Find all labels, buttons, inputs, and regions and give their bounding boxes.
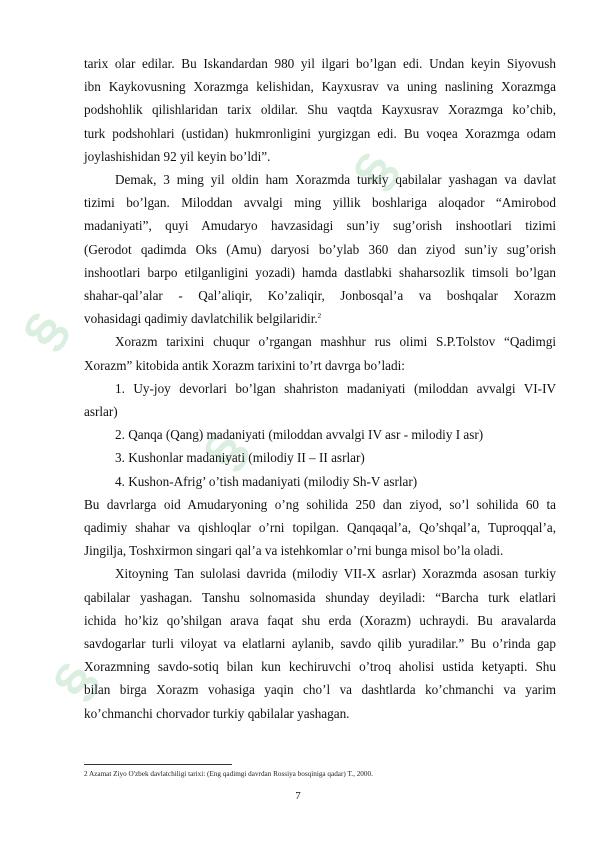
watermark-logo: § [341, 142, 409, 200]
text-line: ibn Kaykovusning Xorazmga kelishidan, Kayxusrav va uning naslining Xorazmga [84, 79, 556, 95]
text-line: ko’chmanchi chorvador turkiy qabilalar yashagan. [84, 705, 350, 721]
text-line: 1. Uy-joy devorlari bo’lgan shahriston madaniyati (miloddan avvalgi VI-IV [115, 380, 556, 396]
body-text [84, 52, 556, 725]
list-item [84, 446, 556, 469]
text-line: 3. Kushonlar madaniyati (milodiy II – II asrlar) [115, 450, 365, 466]
text-line: Xorazm tarixini chuqur o’rgangan mashhur rus olimi S.P.Tolstov “Qadimgi [115, 334, 556, 350]
text-line: asrlar) [84, 404, 118, 420]
paragraph-quote-end [84, 52, 556, 168]
footnote-ref: 2 [317, 312, 322, 321]
text-line: shahar-qal’alar - Qal’aliqir, Ko’zaliqir, Jonbosqal’a va boshqalar Xorazm [84, 288, 556, 304]
footnote-divider [84, 764, 232, 765]
text-line: Jingilja, Toshxirmon singari qal’a va istehkomlar o’rni bunga misol bo’la oladi. [84, 543, 504, 559]
page-number: 7 [295, 790, 301, 802]
text-line: tizimi bo’lgan. Miloddan avvalgi ming yillik boshlariga aloqador “Amirobod [84, 195, 556, 211]
list-item [84, 423, 556, 446]
text-line: madaniyati”, quyi Amudaryo havzasidagi sun’iy sug’orish inshootlari tizimi [84, 218, 556, 234]
text-line: joylashishidan 92 yil keyin bo’ldi”. [84, 148, 271, 164]
text-line: Demak, 3 ming yil oldin ham Xorazmda turkiy qabilalar yashagan va davlat [115, 172, 556, 188]
watermark-logo: § [41, 652, 109, 710]
list-item [84, 470, 556, 493]
text-line: qadimiy shahar va qishloqlar o’rni topilgan. Qanqaqal’a, Qo’shqal’a, Tuproqqal’a, [84, 520, 556, 536]
paragraph-tolstov [84, 330, 556, 376]
text-line: inshootlari barpo etilganligini yozadi) hamda dastlabki shaharsozlik timsoli bo’lgan [84, 264, 556, 280]
list-item [84, 377, 556, 423]
paragraph-sites [84, 493, 556, 563]
text-line: savdogarlar turli viloyat va elatlarni aylanib, savdo qilib yuradilar.” Bu o’rinda gap [84, 636, 556, 652]
text-line: (Gerodot qadimda Oks (Amu) daryosi bo’ylab 360 dan ziyod sun’iy sug’orish [84, 241, 556, 257]
watermark-logo: § [11, 302, 79, 360]
text-line: podshohlik qilishlaridan tarix oldilar. Shu vaqtda Kayxusrav Xorazmga ko’chib, [84, 102, 556, 118]
text-line [84, 307, 556, 330]
text-line: tarix olar edilar. Bu Iskandardan 980 yil ilgari bo’lgan edi. Undan keyin Siyovush [84, 56, 556, 71]
footnote: 2 Azamat Ziyo O'zbek davlatchiligi tarixi: (Eng qadimgi davrdan Rossiya bosqiniga qadar) T., 2000. [84, 770, 373, 778]
watermark-logo: § [191, 422, 259, 480]
text-line: ichida ho’kiz qo’shilgan arava faqat shu erda (Xorazm) uchraydi. Bu aravalarda [84, 612, 556, 628]
text-line-content: vohasidagi qadimiy davlatchilik belgilaridir. [84, 311, 318, 327]
text-line: Xitoyning Tan sulolasi davrida (milodiy VII-X asrlar) Xorazmda asosan turkiy [115, 566, 556, 582]
text-line: bilan birga Xorazm vohasiga yaqin cho’l va dashtlarda ko’chmanchi va yarim [84, 682, 556, 698]
text-line: Xorazm” kitobida antik Xorazm tarixini to’rt davrga bo’ladi: [84, 357, 405, 373]
paragraph-tang [84, 562, 556, 724]
paragraph-statehood [84, 168, 556, 330]
text-line: Xorazmning savdo-sotiq bilan kun kechiruvchi o’troq aholisi ustida ketyapti. Shu [84, 659, 556, 675]
text-line: 2. Qanqa (Qang) madaniyati (miloddan avvalgi IV asr - milodiy I asr) [115, 427, 484, 443]
text-line: turk podshohlari (ustidan) hukmronligini yurgizgan edi. Bu voqea Xorazmga odam [84, 125, 556, 141]
text-line: qabilalar yashagan. Tanshu solnomasida shunday deyiladi: “Barcha turk elatlari [84, 589, 556, 605]
text-line: Bu davrlarga oid Amudaryoning o’ng sohilida 250 dan ziyod, so’l sohilida 60 ta [84, 496, 556, 512]
text-line: 4. Kushon-Afrig’ o’tish madaniyati (milodiy Sh-V asrlar) [115, 473, 418, 489]
